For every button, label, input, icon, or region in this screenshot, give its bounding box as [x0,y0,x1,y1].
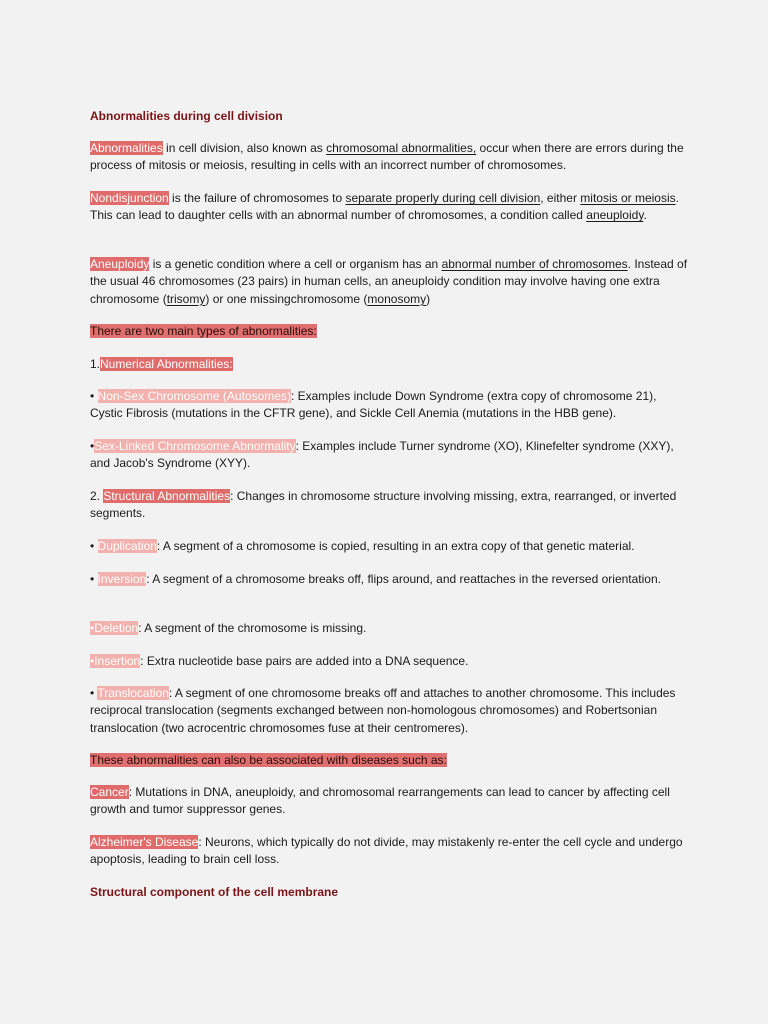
paragraph-sex-linked [90,438,690,473]
paragraph-numerical [90,356,233,373]
paragraph-duplication [90,538,635,555]
highlight-term: Cancer [90,785,129,799]
section-heading: Abnormalities during cell division [90,109,283,123]
highlight-term: Duplication [97,539,157,553]
paragraph-abnormalities [90,140,690,175]
paragraph-autosomes [90,388,690,423]
highlight-term: Nondisjunction [90,191,169,205]
highlight-term: Translocation [97,686,169,700]
text: is a genetic condition where a cell or organism has an [149,257,442,271]
highlight-term: Numerical Abnormalities: [100,357,233,371]
text: . This can lead to daughter cells with an abnormal number of chromosomes, a condition called [90,191,679,223]
paragraph-cancer [90,784,690,819]
paragraph-alzheimers [90,834,690,869]
highlight-term: •Insertion [90,654,141,668]
highlight-sentence: These abnormalities can also be associated with diseases such as: [90,753,447,767]
underlined-term: separate properly during cell division [345,191,541,205]
paragraph-two-types [90,323,317,340]
highlight-term: Alzheimer's Disease [90,835,199,849]
section-heading-cell-membrane: Structural component of the cell membrane [90,885,339,899]
text: , either [540,191,581,205]
text: in cell division, also known as [162,141,327,155]
highlight-term: Structural Abnormalities [103,489,231,503]
text: : A segment of a chromosome breaks off, flips around, and reattaches in the reversed orientation. [146,572,661,586]
paragraph-aneuploidy [90,256,690,308]
text: : A segment of a chromosome is copied, resulting in an extra copy of that genetic material. [156,539,635,553]
paragraph-insertion [90,653,468,670]
underlined-term: monosomy [367,291,427,306]
text: occur when there are errors during the process of mitosis or meiosis, resulting in cells with an incorrect number of chromosomes. [90,141,684,173]
text: : Examples include Down Syndrome (extra copy of chromosome 21), Cystic Fibrosis (mutations in the CFTR gene), and Sickle Cell Anemia (mutations in the HBB gene). [90,389,657,421]
paragraph-inversion [90,571,661,588]
bullet: • [90,572,98,586]
paragraph-nondisjunction [90,190,690,225]
text: . [643,208,647,223]
underlined-term: mitosis or meiosis [580,191,676,205]
bullet: • [90,389,98,403]
text: : Examples include Turner syndrome (XO), Klinefelter syndrome (XXY), and Jacob's Syndrome (XYY). [90,439,674,471]
text: ) or one missingchromosome ( [205,291,368,306]
text: : A segment of the chromosome is missing. [138,621,367,635]
paragraph-diseases [90,752,447,769]
text: : Mutations in DNA, aneuploidy, and chromosomal rearrangements can lead to cancer by affecting cell growth and tumor suppressor genes. [90,785,670,817]
underlined-term: chromosomal abnormalities, [326,141,477,155]
bullet: • [90,539,98,553]
text: : Neurons, which typically do not divide, may mistakenly re-enter the cell cycle and undergo apoptosis, leading to brain cell loss. [90,835,683,867]
text: ) [426,291,431,306]
bullet: • [90,686,98,700]
highlight-term: Aneuploidy [90,257,150,271]
text: : Extra nucleotide base pairs are added into a DNA sequence. [140,654,469,668]
text: : Changes in chromosome structure involving missing, extra, rearranged, or inverted segments. [90,489,677,521]
highlight-term: Inversion [97,572,147,586]
underlined-term: aneuploidy [586,208,644,223]
underlined-term: trisomy [166,291,206,306]
list-number: 2. [90,489,104,503]
underlined-term: abnormal number of chromosomes [441,257,628,271]
text: is the failure of chromosomes to [168,191,346,205]
highlight-sentence: There are two main types of abnormalities: [90,324,317,338]
highlight-term: •Deletion [90,621,139,635]
paragraph-translocation [90,685,690,737]
text: : A segment of one chromosome breaks off and attaches to another chromosome. This includes reciprocal translocation (segments exchanged between non-homologous chromosomes) and Robertsonian translocation (two acrocentric chromosomes fuse at their centromeres). [90,686,676,735]
paragraph-structural [90,488,690,523]
highlight-term: Non-Sex Chromosome (Autosomes) [97,389,291,403]
text: . Instead of the usual 46 chromosomes (23 pairs) in human cells, an aneuploidy condition may involve having one extra chromosome ( [90,257,688,306]
bullet: • [90,439,95,453]
highlight-term: Abnormalities [90,141,163,155]
highlight-term: Sex-Linked Chromosome Abnormality [94,439,296,453]
paragraph-deletion [90,620,366,637]
list-number: 1. [90,357,101,371]
